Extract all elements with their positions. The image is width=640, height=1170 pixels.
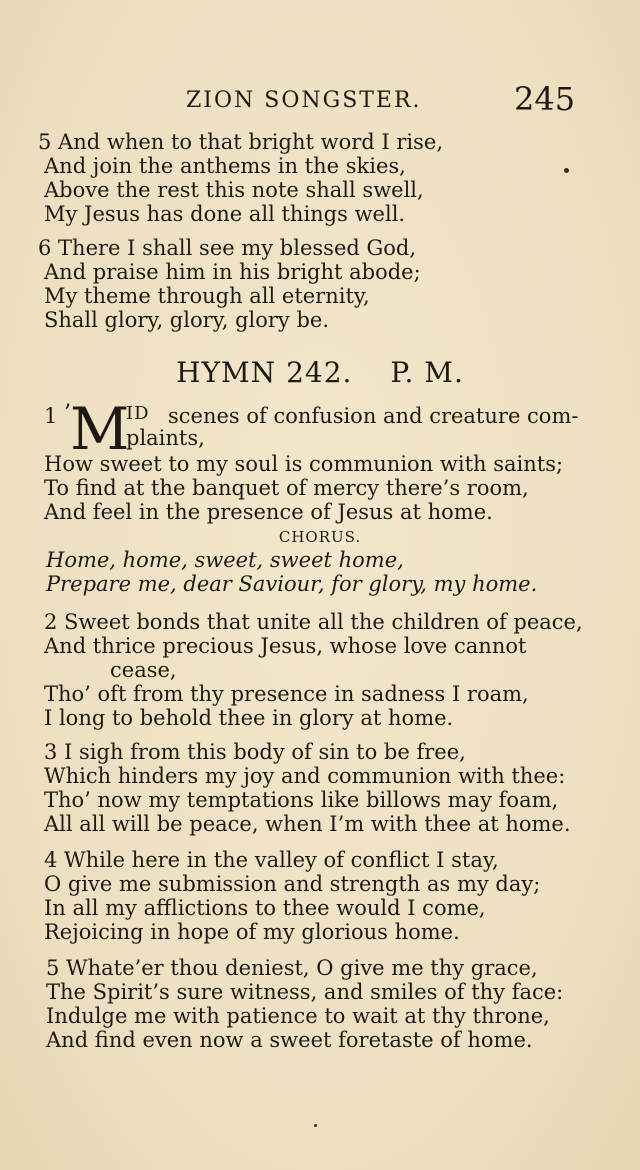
running-head: ZION SONGSTER. [186,88,422,113]
verse-line: 4 While here in the valley of conflict I stay, [44,848,499,872]
verse-line: The Spirit’s sure witness, and smiles of thy face: [46,980,564,1004]
verse-line: Above the rest this note shall swell, [44,178,424,202]
verse-line: 5 And when to that bright word I rise, [38,130,443,154]
chorus-line: Prepare me, dear Saviour, for glory, my home. [46,572,538,596]
chorus [46,548,537,596]
verse-line: How sweet to my soul is communion with saints; [44,452,564,476]
verse-line: And find even now a sweet foretaste of home. [46,1028,533,1052]
verse-line: To find at the banquet of mercy there’s room, [44,476,529,500]
verse-line: Tho’ now my temptations like billows may foam, [44,788,559,812]
page-header [0,80,640,120]
verse-line: Shall glory, glory, glory be. [44,308,329,332]
verse-line: Tho’ oft from thy presence in sadness I roam, [44,682,529,706]
verse-line: And thrice precious Jesus, whose love cannot [44,634,527,658]
chorus-line: Home, home, sweet, sweet home, [46,548,404,572]
stanza-5 [46,956,606,1052]
hymn-title: HYMN 242. [176,356,353,389]
verse-line: 2 Sweet bonds that unite all the children of peace, [44,610,583,634]
ink-speck [564,168,569,173]
verse-line: My Jesus has done all things well. [44,202,406,226]
stanza-5-previous-hymn [38,130,598,226]
verse-line: I long to behold thee in glory at home. [44,706,454,730]
verse-line: And praise him in his bright abode; [44,260,421,284]
stanza-number: 1 [44,404,58,428]
chorus-label: CHORUS. [278,528,362,546]
hymn-heading [0,356,640,389]
verse-line-continuation: cease, [110,658,177,682]
stanza-2 [44,610,604,730]
verse-line: 6 There I shall see my blessed God, [38,236,417,260]
hymn-meter: P. M. [390,356,464,389]
drop-cap-apostrophe: ’ [64,401,71,426]
verse-line-continuation: plaints, [126,426,205,450]
verse-line: Rejoicing in hope of my glorious home. [44,920,460,944]
stanza-4 [44,848,604,944]
drop-cap: M [70,395,130,463]
stanza-6-previous-hymn [38,236,598,332]
verse-line: Indulge me with patience to wait at thy throne, [46,1004,550,1028]
verse-line: 5 Whate’er thou deniest, O give me thy grace, [46,956,538,980]
verse-line: My theme through all eternity, [44,284,370,308]
ink-speck [314,1124,317,1127]
verse-line: scenes of confusion and creature com- [168,404,579,428]
drop-cap-small-caps: ID [126,403,150,424]
stanza-3 [44,740,604,836]
verse-line: All all will be peace, when I’m with thee at home. [44,812,571,836]
page-number: 245 [514,80,576,118]
verse-line: In all my afflictions to thee would I come, [44,896,486,920]
verse-line: 3 I sigh from this body of sin to be free, [44,740,466,764]
verse-line: And join the anthems in the skies, [44,154,406,178]
verse-line: Which hinders my joy and communion with thee: [44,764,566,788]
verse-line: And feel in the presence of Jesus at home. [44,500,493,524]
verse-line: O give me submission and strength as my day; [44,872,541,896]
